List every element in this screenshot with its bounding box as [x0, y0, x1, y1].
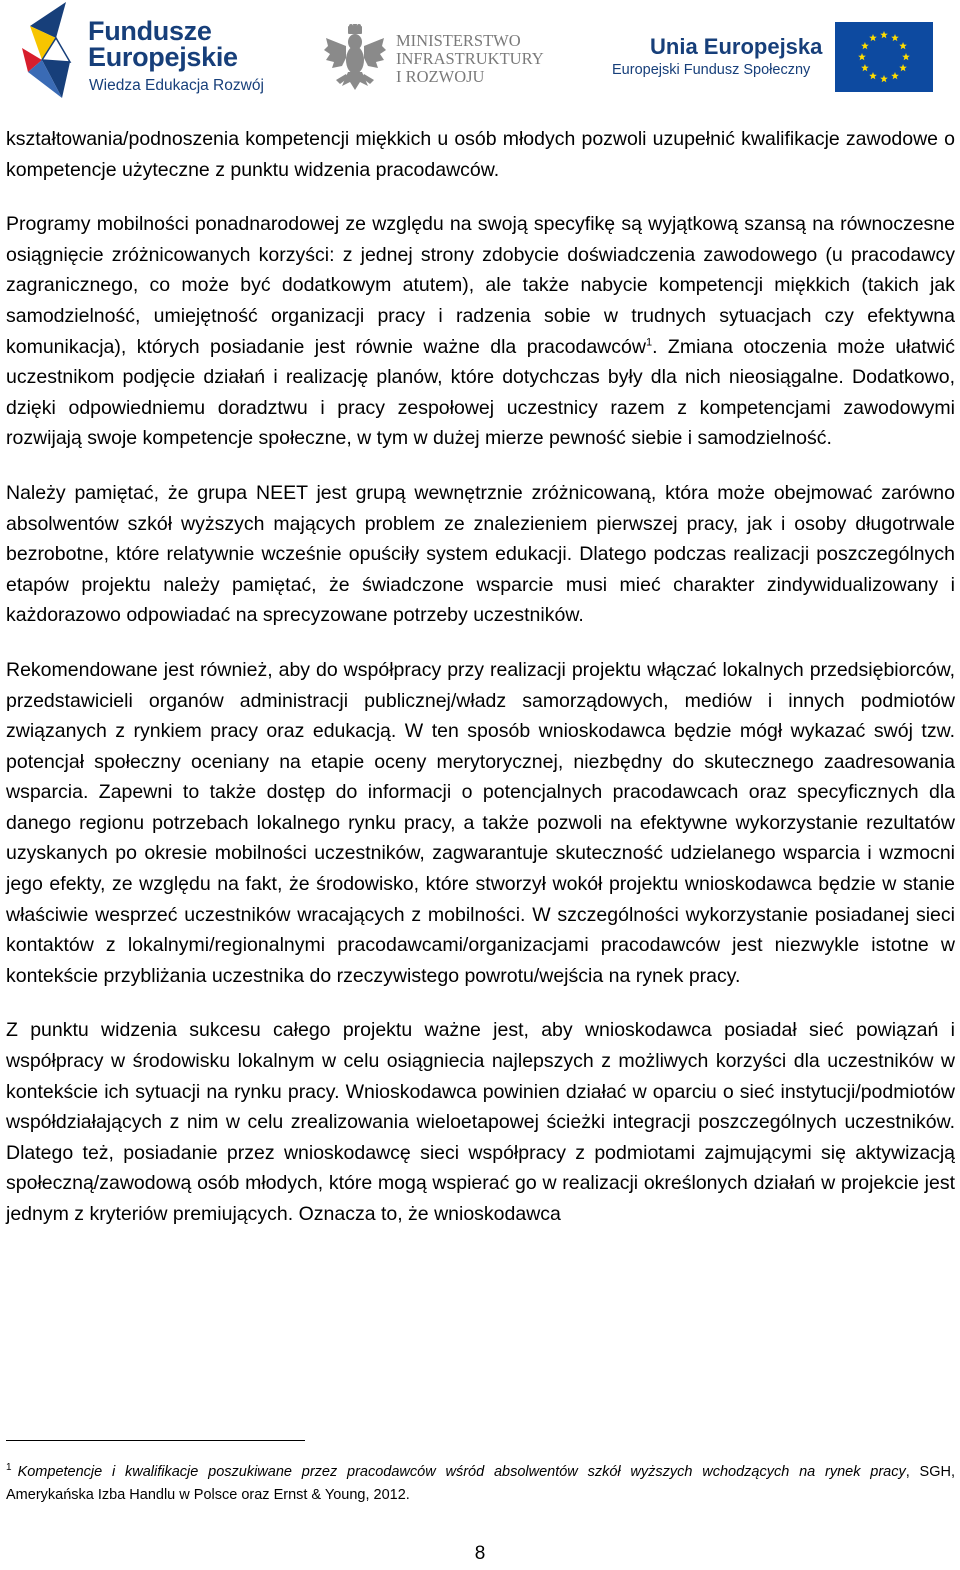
- footnote-number: 1: [6, 1462, 12, 1474]
- footnote-separator: [6, 1440, 305, 1441]
- ministry-logo: [322, 24, 562, 96]
- page-header: [0, 0, 960, 112]
- eu-logo-subtitle: Europejski Fundusz Społeczny: [612, 62, 811, 78]
- eu-flag-icon: [835, 22, 933, 92]
- fundusze-europejskie-logo: [22, 2, 272, 102]
- footnote-reference[interactable]: 1: [645, 336, 653, 349]
- page-number: 8: [474, 1543, 486, 1564]
- fe-logo-line2: Europejskie: [88, 42, 238, 72]
- eu-logo: [610, 22, 935, 94]
- ministry-line2: INFRASTRUKTURY: [396, 49, 544, 68]
- paragraph-4: Rekomendowane jest również, aby do współpracy przy realizacji projektu włączać lokalnych przedsiębiorców, przedstawicieli organów administracji publicznej/władz samorządowych, mediów i innych podmiotów związanych z rynkiem pracy oraz edukacją. W ten sposób wnioskodawca będzie mógł wykazać swój tzw. potencjał społeczny oceniany na etapie oceny merytorycznej, niezbędny do skutecznego zaadresowania wsparcia. Zapewni to także dostęp do informacji o potencjalnych pracodawcach oraz specyficznych dla danego regionu potrzebach lokalnego rynku pracy, a także pozwoli na efektywne wykorzystanie rezultatów uzyskanych po okresie mobilności uczestników, zagwarantuje skuteczność udzielanego wsparcia i wzmocni jego efekty, ze względu na fakt, że środowisko, które stworzył wokół projektu wnioskodawca będzie w stanie właściwie wesprzeć uczestników wracających z mobilności. W szczególności wykorzystanie posiadanej sieci kontaktów z lokalnymi/regionalnymi pracodawcami/organizacjami pracodawców jest niezwykle istotne w kontekście przybliżania uczestnika do rzeczywistego powrotu/wejścia na rynek pracy.: [6, 658, 955, 987]
- ministry-line1: MINISTERSTWO: [396, 31, 521, 50]
- paragraph-3: Należy pamiętać, że grupa NEET jest grupą wewnętrznie zróżnicowaną, która może obejmować zarówno absolwentów szkół wyższych mających problem ze znalezieniem pierwszej pracy, jak i osoby długotrwale bezrobotne, które relatywnie wcześnie opuściły system edukacji. Dlatego podczas realizacji poszczególnych etapów projektu należy pamiętać, że świadczone wsparcie musi mieć charakter zindywidualizowany i każdorazowo odpowiadać na sprecyzowane potrzeby uczestników.: [6, 481, 955, 627]
- footnote-title: Kompetencje i kwalifikacje poszukiwane przez pracodawców wśród absolwentów szkół wyższych wchodzących na rynek pracy: [17, 1464, 906, 1480]
- footnote: [6, 1461, 955, 1507]
- fe-logo-line1: Fundusze: [88, 16, 212, 46]
- ministry-line3: I ROZWOJU: [396, 67, 485, 86]
- paragraph-5: Z punktu widzenia sukcesu całego projektu ważne jest, aby wnioskodawca posiadał sieć powiązań i współpracy w środowisku lokalnym w celu osiągniecia najlepszych z możliwych korzyści dla uczestników w kontekście ich sytuacji na rynku pracy. Wnioskodawca powinien działać w oparciu o sieć instytucji/podmiotów współdziałających z nim w celu zrealizowania wieloetapowej ścieżki integracji poszczególnych uczestników. Dlatego też, posiadanie przez wnioskodawcę sieci współpracy z podmiotami zajmującymi się aktywizacją społeczną/zawodową osób młodych, które mogą wspierać go w realizacji określonych działań w projekcie jest jednym z kryteriów premiujących. Oznacza to, że wnioskodawca: [6, 1019, 955, 1225]
- paragraph-2-text-a: Programy mobilności ponadnarodowej ze względu na swoją specyfikę są wyjątkową szansą na równoczesne osiągnięcie zróżnicowanych korzyści: z jednej strony zdobycie doświadczenia zawodowego (u pracodawcy zagranicznego, co może być dodatkowym atutem), ale także nabycie kompetencji miękkich (takich jak samodzielność, umiejętność organizacji pracy i radzenia sobie w trudnych sytuacjach czy efektywna komunikacja), których posiadanie jest równie ważne dla pracodawców: [6, 213, 955, 358]
- paragraph-2-text-b: . Zmiana otoczenia może ułatwić uczestnikom podjęcie działań i realizację planów, które dotychczas były dla nich nieosiągalne. Dodatkowo, dzięki odpowiedniemu doradztwu i pracy zespołowej uczestnicy razem z kompetencjami zawodowymi rozwijają swoje kompetencje społeczne, w tym w dużej mierze pewność siebie i samodzielność.: [6, 335, 956, 450]
- footnote-source: , SGH, Amerykańska Izba Handlu w Polsce oraz Ernst & Young, 2012.: [6, 1464, 955, 1503]
- ministry-name: [396, 32, 544, 86]
- fe-star-mark-icon: [22, 2, 84, 102]
- document-body: [6, 124, 955, 1230]
- eagle-emblem-icon: [322, 24, 388, 96]
- eu-logo-title: Unia Europejska: [650, 34, 823, 59]
- fe-logo-tagline: Wiedza Edukacja Rozwój: [89, 77, 264, 94]
- paragraph-1: kształtowania/podnoszenia kompetencji miękkich u osób młodych pozwoli uzupełnić kwalifikacje zawodowe o kompetencje użyteczne z punktu widzenia pracodawców.: [6, 128, 955, 181]
- paragraph-2: [6, 209, 955, 454]
